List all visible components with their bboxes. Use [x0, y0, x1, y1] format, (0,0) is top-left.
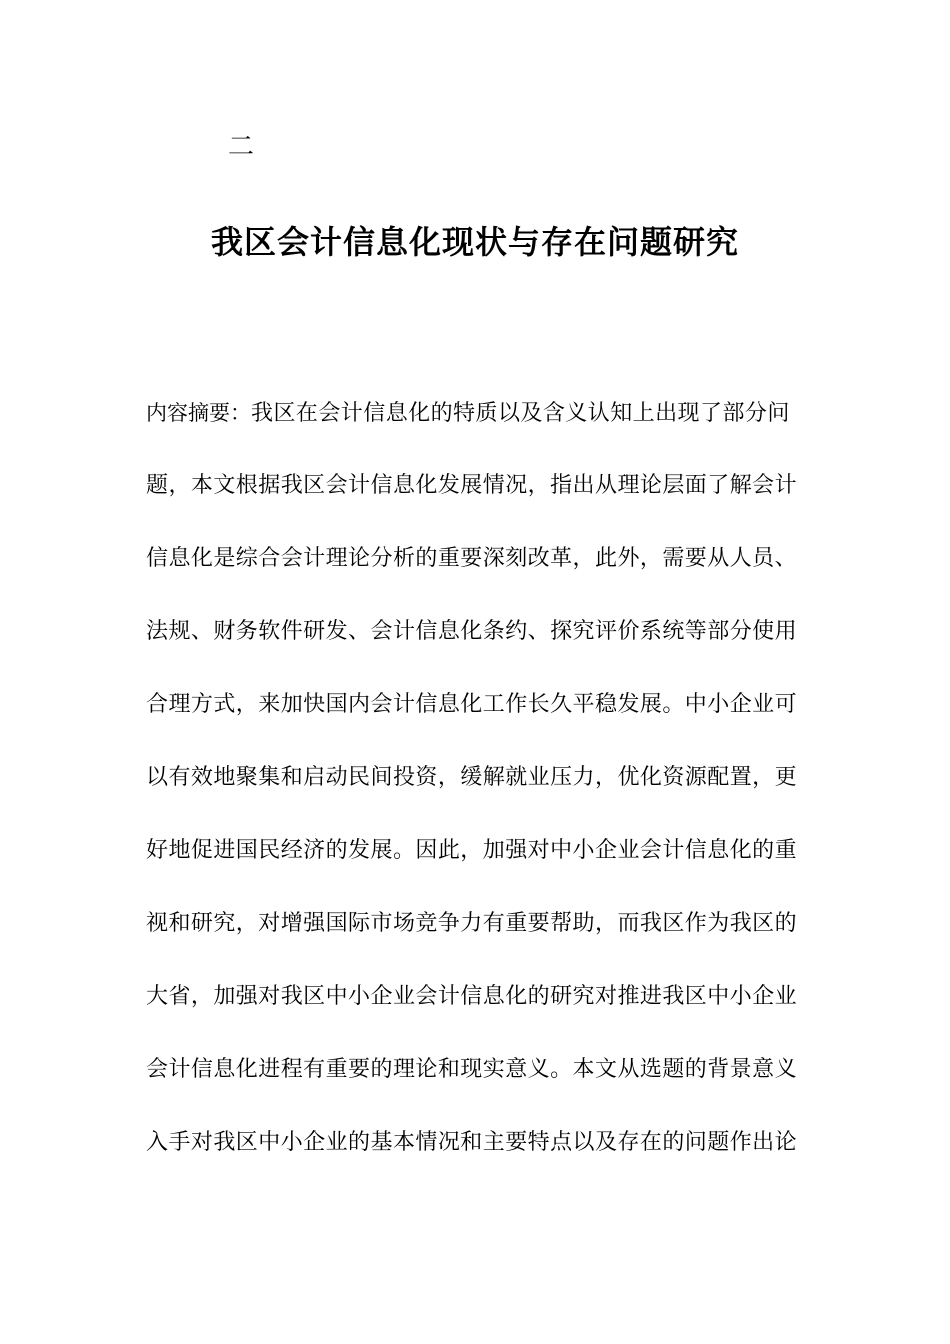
abstract-line: 视和研究，对增强国际市场竞争力有重要帮助，而我区作为我区的: [146, 911, 798, 936]
abstract-line: 入手对我区中小企业的基本情况和主要特点以及存在的问题作出论: [146, 1130, 798, 1155]
abstract-label: 内容摘要：: [146, 401, 251, 425]
abstract-line: 合理方式，来加快国内会计信息化工作长久平稳发展。中小企业可: [146, 692, 798, 717]
abstract-line: 好地促进国民经济的发展。因此，加强对中小企业会计信息化的重: [146, 838, 798, 863]
abstract-line: 以有效地聚集和启动民间投资，缓解就业压力，优化资源配置，更: [146, 765, 798, 790]
abstract-text: 我区在会计信息化的特质以及含义认知上出现了部分问: [251, 401, 790, 426]
abstract-line: [146, 393, 806, 466]
document-title: 我区会计信息化现状与存在问题研究: [210, 223, 739, 261]
section-mark: 二: [228, 132, 255, 162]
abstract-line: 法规、财务软件研发、会计信息化条约、探究评价系统等部分使用: [146, 619, 798, 644]
abstract-line: 大省，加强对我区中小企业会计信息化的研究对推进我区中小企业: [146, 984, 798, 1009]
abstract-line: 题，本文根据我区会计信息化发展情况，指出从理论层面了解会计: [146, 473, 798, 498]
abstract-block: [146, 393, 806, 1196]
abstract-line: 信息化是综合会计理论分析的重要深刻改革，此外，需要从人员、: [146, 546, 798, 571]
abstract-line: 会计信息化进程有重要的理论和现实意义。本文从选题的背景意义: [146, 1057, 798, 1082]
